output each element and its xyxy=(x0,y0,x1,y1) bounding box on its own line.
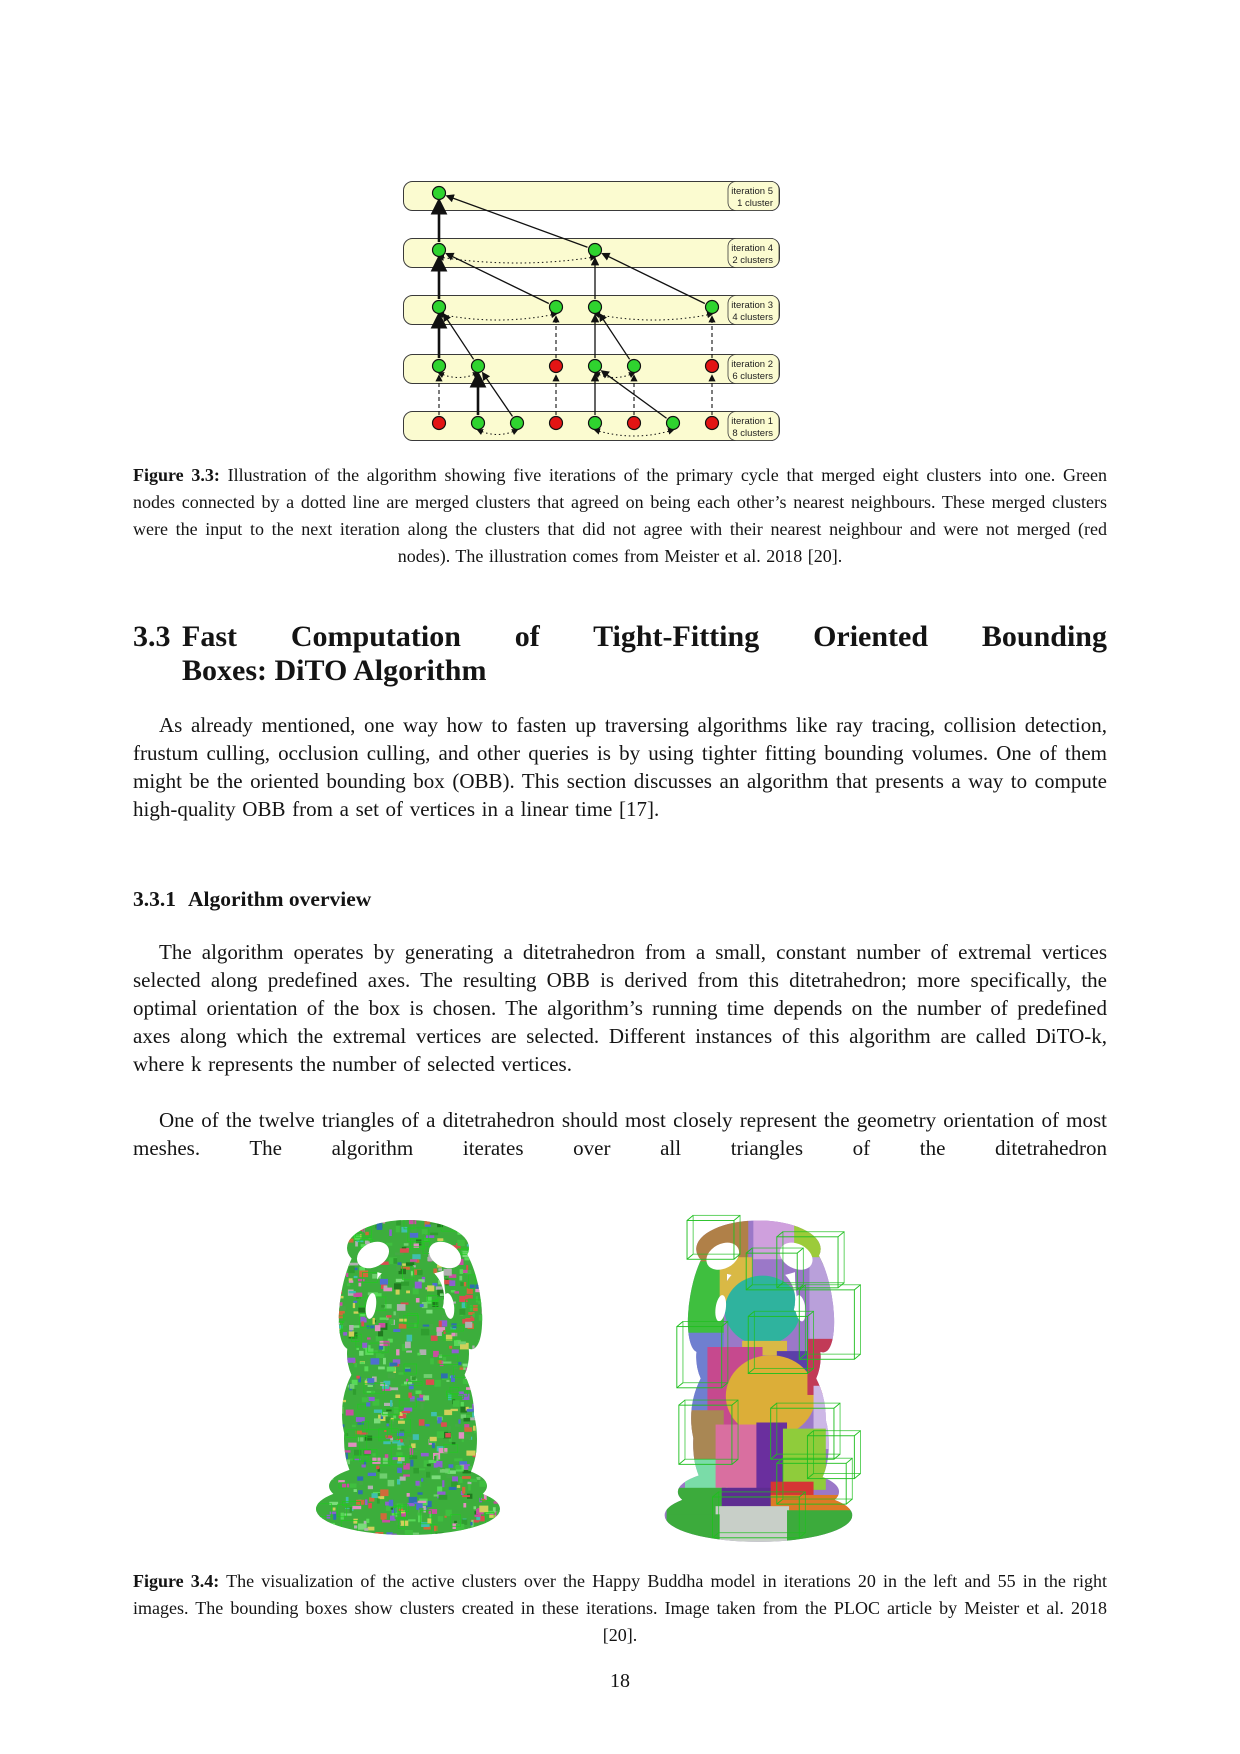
figure-3-4-caption-text: The visualization of the active clusters over the Happy Buddha model in iterations 20 in the left and 55 in the right images. The bounding boxes show clusters created in these iterations. Image taken from the PLOC article by Meister et al. 2018 [20]. xyxy=(133,1571,1107,1645)
cluster-count-label: 1 cluster xyxy=(737,198,773,209)
section-paragraph: As already mentioned, one way how to fasten up traversing algorithms like ray tracing, collision detection, frustum culling, occlusion culling, and other queries is by using tighter fitting bounding volumes. One of them might be the oriented bounding box (OBB). This section discusses an algorithm that presents a way to compute high-quality OBB from a set of vertices in a linear time [17]. xyxy=(133,713,1107,821)
cluster-node-red xyxy=(706,360,719,373)
cluster-patch xyxy=(667,1514,720,1547)
iteration-label: iteration 1 xyxy=(731,416,773,427)
cluster-node-red xyxy=(550,417,563,430)
cluster-node-green xyxy=(589,244,602,257)
section-number: 3.3 xyxy=(133,620,171,653)
cluster-node-green xyxy=(667,417,680,430)
figure-3-3-caption xyxy=(133,462,1107,570)
section-title xyxy=(182,620,1107,688)
cluster-node-red xyxy=(550,360,563,373)
cluster-patch xyxy=(683,1261,724,1334)
buddha-right-image xyxy=(655,1196,867,1548)
section-title-line1: Fast Computation of Tight-Fitting Oriented Bounding xyxy=(182,620,1107,653)
cluster-count-label: 2 clusters xyxy=(732,255,773,266)
cluster-merge-diagram xyxy=(403,181,780,442)
cluster-patch xyxy=(716,1425,763,1488)
iteration-label: iteration 4 xyxy=(731,243,773,254)
figure-3-3-diagram xyxy=(403,181,780,442)
cluster-node-green xyxy=(472,417,485,430)
cluster-node-green xyxy=(589,360,602,373)
page-number: 18 xyxy=(610,1670,630,1692)
subsection-number: 3.3.1 xyxy=(133,887,176,911)
iteration-label: iteration 2 xyxy=(731,359,773,370)
cluster-node-green xyxy=(628,360,641,373)
happy-buddha-iteration-55 xyxy=(655,1196,867,1548)
cluster-node-green xyxy=(472,360,485,373)
cluster-node-green xyxy=(433,187,446,200)
cluster-node-red xyxy=(706,417,719,430)
happy-buddha-iteration-20 xyxy=(308,1196,513,1541)
buddha-left-image xyxy=(308,1196,513,1548)
cluster-node-red xyxy=(433,417,446,430)
subsection-heading xyxy=(133,886,1107,912)
cluster-node-green xyxy=(589,417,602,430)
cluster-count-label: 6 clusters xyxy=(732,371,773,382)
figure-3-4-caption-label: Figure 3.4: xyxy=(133,1571,220,1591)
section-title-line2: Boxes: DiTO Algorithm xyxy=(182,654,487,687)
subsection-title: Algorithm overview xyxy=(188,887,372,911)
subsection-paragraph-2: One of the twelve triangles of a ditetrahedron should most closely represent the geometry orientation of most meshes. The algorithm iterates over all triangles of the ditetrahedron xyxy=(133,1108,1107,1160)
figure-3-4-caption xyxy=(133,1568,1107,1649)
cluster-node-green xyxy=(706,301,719,314)
cluster-patch xyxy=(716,1506,789,1545)
cluster-count-label: 4 clusters xyxy=(732,312,773,323)
iteration-label: iteration 5 xyxy=(731,186,773,197)
cluster-patch xyxy=(787,1510,856,1545)
cluster-patch xyxy=(807,1339,844,1395)
figure-3-3-caption-text: Illustration of the algorithm showing five iterations of the primary cycle that merged eight clusters into one. Green nodes connected by a dotted line are merged clusters that agreed on being each other’s nearest neighbours. These merged clusters were the input to the next iteration along the clusters that did not agree with their nearest neighbour and were not merged (red nodes). The illustration comes from Meister et al. 2018 [20]. xyxy=(133,465,1107,566)
cluster-node-green xyxy=(433,244,446,257)
cluster-node-green xyxy=(511,417,524,430)
figure-3-3-caption-label: Figure 3.3: xyxy=(133,465,220,485)
cluster-node-green xyxy=(433,301,446,314)
iteration-label: iteration 3 xyxy=(731,300,773,311)
cluster-node-red xyxy=(628,417,641,430)
cluster-patch xyxy=(809,1257,848,1341)
cluster-node-green xyxy=(550,301,563,314)
figure-3-4-images xyxy=(308,1196,867,1548)
cluster-node-green xyxy=(433,360,446,373)
subsection-paragraph-1: The algorithm operates by generating a ditetrahedron from a small, constant number of extremal vertices selected along predefined axes. The resulting OBB is derived from this ditetrahedron; more specifically, the optimal orientation of the box is chosen. The algorithm’s running time depends on the number of predefined axes along which the extremal vertices are selected. Different instances of this algorithm are called DiTO-k, where k represents the number of selected vertices. xyxy=(133,940,1107,1076)
cluster-patch xyxy=(725,1276,801,1345)
section-heading xyxy=(133,620,1107,688)
iteration-bar xyxy=(404,182,780,211)
cluster-count-label: 8 clusters xyxy=(732,428,773,439)
cluster-node-green xyxy=(589,301,602,314)
